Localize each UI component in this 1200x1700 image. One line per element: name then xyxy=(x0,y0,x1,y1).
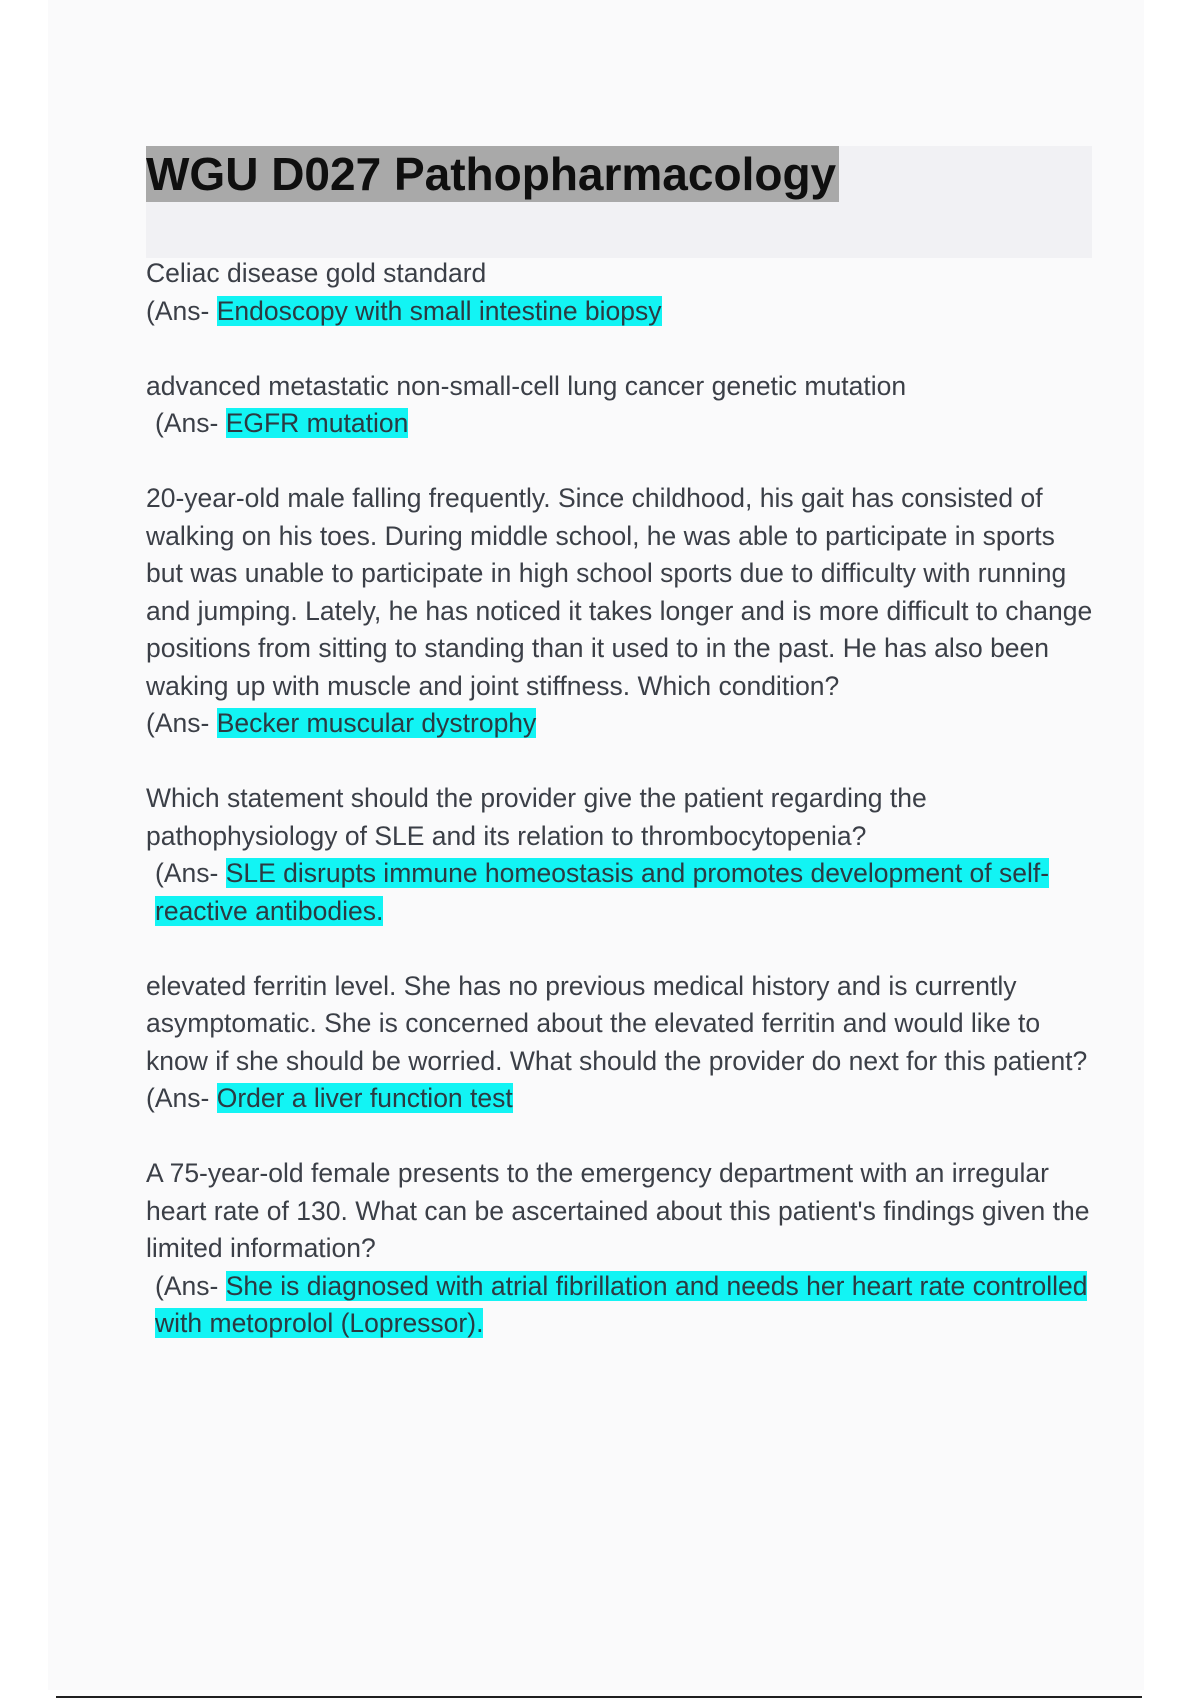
answer-prefix: (Ans- xyxy=(155,1270,219,1301)
answer-highlight: EGFR mutation xyxy=(225,408,409,438)
question-text: advanced metastatic non-small-cell lung cancer genetic mutation xyxy=(146,370,907,401)
question-text: 20-year-old male falling frequently. Since childhood, his gait has consisted of walking on his toes. During middle school, he was able to participate in sports but was unable to participate in high school sports due to difficulty with running and jumping. Lately, he has noticed it takes longer and is more difficult to change positions from sitting to standing than it used to in the past. He has also been waking up with muscle and joint stiffness. Which condition? xyxy=(146,483,1093,701)
answer-prefix: (Ans- xyxy=(155,408,219,438)
qa-list xyxy=(146,255,1096,1380)
answer-line xyxy=(146,855,1096,930)
answer-highlight: Becker muscular dystrophy xyxy=(216,708,537,738)
answer-prefix: (Ans- xyxy=(146,1083,210,1113)
question-text: Celiac disease gold standard xyxy=(146,258,487,288)
answer-line xyxy=(146,293,1096,331)
answer-highlight: SLE disrupts immune homeostasis and promotes development of self-reactive antibodies. xyxy=(155,858,1050,926)
qa-item xyxy=(146,780,1096,930)
qa-item xyxy=(146,368,1096,443)
document-title: WGU D027 Pathopharmacology xyxy=(146,146,839,202)
answer-prefix: (Ans- xyxy=(146,295,210,326)
question-text: Which statement should the provider give the patient regarding the pathophysiology of SLE and its relation to thrombocytopenia? xyxy=(146,783,927,851)
page-bottom-rule xyxy=(56,1696,1142,1698)
answer-prefix: (Ans- xyxy=(146,708,210,738)
answer-highlight: Endoscopy with small intestine biopsy xyxy=(216,295,662,326)
qa-item xyxy=(146,480,1096,743)
question-text: A 75-year-old female presents to the emergency department with an irregular heart rate of 130. What can be ascertained about this patient's findings given the limited information? xyxy=(146,1158,1090,1263)
qa-item xyxy=(146,255,1096,330)
answer-highlight: Order a liver function test xyxy=(216,1083,513,1113)
answer-line xyxy=(146,405,1096,443)
answer-line xyxy=(146,1080,1096,1118)
answer-highlight: She is diagnosed with atrial fibrillation and needs her heart rate controlled with metoprolol (Lopressor). xyxy=(155,1270,1088,1338)
answer-line xyxy=(146,1268,1096,1343)
question-text: elevated ferritin level. She has no previous medical history and is currently asymptomatic. She is concerned about the elevated ferritin and would like to know if she should be worried. What should the provider do next for this patient? xyxy=(146,970,1088,1076)
answer-prefix: (Ans- xyxy=(155,858,219,888)
qa-item xyxy=(146,1155,1096,1343)
qa-item xyxy=(146,968,1096,1118)
answer-line xyxy=(146,705,1096,743)
